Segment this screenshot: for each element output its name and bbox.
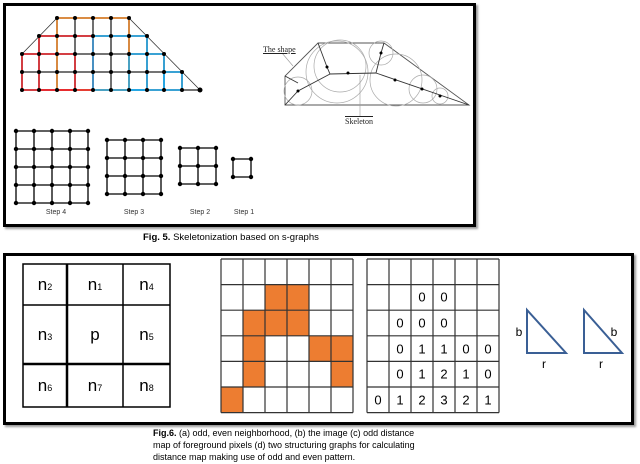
foreground-pixel xyxy=(243,336,265,362)
sgraph-node xyxy=(37,88,41,92)
triangle2-b-label: b xyxy=(610,325,618,339)
sgraph-node xyxy=(109,70,113,74)
step-graph-node xyxy=(86,201,90,205)
step-graph-node xyxy=(123,192,127,196)
blue-square-graph xyxy=(93,36,147,90)
sgraph-node xyxy=(145,52,149,56)
step-graph-node xyxy=(141,192,145,196)
foreground-pixel xyxy=(243,310,265,336)
skeleton-point xyxy=(439,95,442,98)
step-graph-node xyxy=(123,174,127,178)
cell-base: n xyxy=(37,274,48,294)
fig5-caption-text: Skeletonization based on s-graphs xyxy=(170,232,319,243)
step-graph-node xyxy=(50,147,54,151)
foreground-pixel xyxy=(309,336,331,362)
step-graph-node xyxy=(50,183,54,187)
structuring-graph-odd xyxy=(527,310,566,353)
sgraph-node xyxy=(127,52,131,56)
sgraph-node xyxy=(20,52,24,56)
step-graph-node xyxy=(159,192,163,196)
sgraph-node xyxy=(91,70,95,74)
foreground-pixel xyxy=(331,361,353,387)
step-graph-node xyxy=(32,201,36,205)
distance-value: 0 xyxy=(440,289,448,305)
sgraph-node xyxy=(55,34,59,38)
sgraph-node xyxy=(127,70,131,74)
distance-value: 1 xyxy=(396,392,404,408)
cell-subscript: 4 xyxy=(148,281,154,292)
foreground-pixel xyxy=(265,285,287,311)
cell-subscript: 5 xyxy=(148,331,154,342)
fig6-caption-line-1 xyxy=(153,427,415,439)
sgraph-node xyxy=(162,52,166,56)
step-graph-node xyxy=(214,146,218,150)
triangle2-r-label: r xyxy=(599,357,603,371)
sgraph-node xyxy=(109,52,113,56)
sgraph-node xyxy=(91,16,95,20)
distance-value: 1 xyxy=(462,366,470,382)
sgraph-node xyxy=(162,70,166,74)
skeleton-point xyxy=(421,88,424,91)
neighborhood-cell-label xyxy=(139,325,153,345)
sgraph-node xyxy=(37,34,41,38)
sgraph-node xyxy=(180,70,184,74)
step-1-label: Step 1 xyxy=(233,209,255,216)
blue-square-graph xyxy=(164,72,182,90)
triangle1-r-label: r xyxy=(542,357,546,371)
sgraph-node xyxy=(20,88,24,92)
step-graph-node xyxy=(123,156,127,160)
distance-value: 1 xyxy=(440,341,448,357)
step-graph-node xyxy=(141,174,145,178)
foreground-pixel xyxy=(243,361,265,387)
shape-label: The shape xyxy=(263,45,296,54)
sgraph-node xyxy=(37,70,41,74)
cell-base: n xyxy=(37,324,48,344)
step-3-label: Step 3 xyxy=(123,209,145,216)
step-graph-node xyxy=(68,147,72,151)
fig6-caption-prefix: Fig.6. xyxy=(153,428,177,438)
sgraph-node xyxy=(73,34,77,38)
step-graph-node xyxy=(86,183,90,187)
step-graph-node xyxy=(86,147,90,151)
step-graph-node xyxy=(14,201,18,205)
skeleton-branch xyxy=(318,43,376,74)
step-graph-node xyxy=(159,156,163,160)
neighborhood-cell-label xyxy=(38,325,52,345)
distance-value: 1 xyxy=(418,366,426,382)
step-graph-node xyxy=(231,175,235,179)
fig5-caption xyxy=(143,232,319,245)
step-graph-node xyxy=(141,156,145,160)
step-graph-node xyxy=(196,164,200,168)
step-graph-node xyxy=(159,174,163,178)
foreground-pixel xyxy=(287,285,309,311)
foreground-pixel xyxy=(265,310,287,336)
step-graph-node xyxy=(196,146,200,150)
sgraph-node xyxy=(162,88,166,92)
step-graph-node xyxy=(214,182,218,186)
cell-base: p xyxy=(90,324,100,344)
step-graph-node xyxy=(32,147,36,151)
sgraph-node xyxy=(145,34,149,38)
cell-subscript: 1 xyxy=(97,281,103,292)
distance-value: 0 xyxy=(396,366,404,382)
sgraph-node xyxy=(55,70,59,74)
step-graph-node xyxy=(14,129,18,133)
step-2-label: Step 2 xyxy=(189,209,211,216)
step-graph-node xyxy=(68,201,72,205)
sgraph-node xyxy=(145,88,149,92)
sgraph-node xyxy=(109,88,113,92)
step-graph-node xyxy=(86,165,90,169)
skeleton-point xyxy=(394,79,397,82)
step-graph-node xyxy=(50,129,54,133)
sgraph-node xyxy=(127,88,131,92)
distance-value: 0 xyxy=(374,392,382,408)
step-graph-node xyxy=(68,129,72,133)
sgraph-node xyxy=(55,16,59,20)
cell-subscript: 6 xyxy=(47,382,53,393)
step-graph-node xyxy=(105,156,109,160)
cell-subscript: 8 xyxy=(148,382,154,393)
sgraph-node xyxy=(127,34,131,38)
step-graph-node xyxy=(50,165,54,169)
step-graph-node xyxy=(14,183,18,187)
step-graph-node xyxy=(86,129,90,133)
sgraph-node xyxy=(37,52,41,56)
distance-value: 0 xyxy=(484,341,492,357)
step-graph-node xyxy=(14,165,18,169)
step-graph-node xyxy=(214,164,218,168)
cell-base: n xyxy=(87,375,98,395)
distance-value: 0 xyxy=(462,341,470,357)
neighborhood-cell-label xyxy=(90,325,99,345)
fig6-caption-text-1: (a) odd, even neighborhood, (b) the image (c) odd distance xyxy=(176,428,415,438)
sgraph-node xyxy=(73,52,77,56)
fig5-caption-prefix: Fig. 5. xyxy=(143,232,171,243)
distance-value: 0 xyxy=(396,315,404,331)
distance-value: 0 xyxy=(418,289,426,305)
step-graph-node xyxy=(231,157,235,161)
step-graph-node xyxy=(196,182,200,186)
skeleton-point xyxy=(380,52,383,55)
step-graph-node xyxy=(32,129,36,133)
foreground-pixel xyxy=(331,336,353,362)
red-square-graph xyxy=(39,36,93,90)
skeleton-branch xyxy=(376,43,469,105)
step-graph-node xyxy=(68,183,72,187)
sgraph-node xyxy=(109,34,113,38)
distance-value: 3 xyxy=(440,392,448,408)
sgraph-node xyxy=(73,16,77,20)
cell-subscript: 3 xyxy=(47,331,53,342)
distance-value: 2 xyxy=(462,392,470,408)
step-graph-node xyxy=(178,182,182,186)
step-graph-node xyxy=(249,175,253,179)
step-graph-node xyxy=(14,147,18,151)
sgraph-node xyxy=(20,70,24,74)
distance-value: 2 xyxy=(418,392,426,408)
neighborhood-cell-label xyxy=(88,275,102,295)
distance-value: 1 xyxy=(484,392,492,408)
sgraph-node xyxy=(73,88,77,92)
skeleton-point xyxy=(326,66,329,69)
step-graph-node xyxy=(178,164,182,168)
foreground-pixel xyxy=(287,310,309,336)
cell-base: n xyxy=(87,274,98,294)
distance-value: 0 xyxy=(418,315,426,331)
step-graph-node xyxy=(141,138,145,142)
skeleton-point xyxy=(297,90,300,93)
cell-base: n xyxy=(139,375,149,395)
distance-value: 0 xyxy=(396,341,404,357)
sgraph-node xyxy=(91,52,95,56)
step-graph-node xyxy=(50,201,54,205)
step-graph-node xyxy=(68,165,72,169)
sgraph-node xyxy=(55,52,59,56)
sgraph-node xyxy=(91,34,95,38)
distance-value: 0 xyxy=(440,315,448,331)
step-graph-node xyxy=(123,138,127,142)
neighborhood-cell-label xyxy=(88,376,102,396)
skeleton-point xyxy=(347,72,350,75)
step-graph-node xyxy=(105,192,109,196)
step-graph-node xyxy=(178,146,182,150)
sgraph-node xyxy=(55,88,59,92)
cell-base: n xyxy=(139,274,149,294)
neighborhood-cell-label xyxy=(38,275,52,295)
maximal-disc xyxy=(314,40,366,92)
fig6-caption-line-3: distance map making use of odd and even pattern. xyxy=(153,452,356,462)
step-graph-node xyxy=(32,165,36,169)
distance-value: 2 xyxy=(440,366,448,382)
fig6-caption xyxy=(153,427,415,463)
maximal-disc xyxy=(306,41,368,103)
distance-value: 0 xyxy=(484,366,492,382)
step-graph-node xyxy=(159,138,163,142)
sgraph-node xyxy=(91,88,95,92)
sgraph-node xyxy=(127,16,131,20)
cell-base: n xyxy=(37,375,48,395)
sgraph-node xyxy=(109,16,113,20)
skeleton-label: Skeleton xyxy=(345,117,373,126)
shape-leader-line xyxy=(282,53,293,66)
cell-subscript: 2 xyxy=(47,281,53,292)
fig6-caption-line-2: map of foreground pixels (d) two structuring graphs for calculating xyxy=(153,440,415,450)
step-graph-node xyxy=(105,138,109,142)
step-graph-node xyxy=(249,157,253,161)
step-graph-node xyxy=(105,174,109,178)
sgraph-node xyxy=(145,70,149,74)
sgraph-node xyxy=(180,88,184,92)
triangle1-b-label: b xyxy=(515,325,523,339)
neighborhood-cell-label xyxy=(38,376,52,396)
step-4-label: Step 4 xyxy=(45,209,67,216)
cell-subscript: 7 xyxy=(97,382,103,393)
sgraph-node xyxy=(73,70,77,74)
step-graph-node xyxy=(32,183,36,187)
cell-base: n xyxy=(139,324,149,344)
foreground-pixel xyxy=(221,387,243,413)
neighborhood-cell-label xyxy=(139,275,153,295)
neighborhood-cell-label xyxy=(139,376,153,396)
distance-value: 1 xyxy=(418,341,426,357)
sgraph-node xyxy=(198,88,203,93)
